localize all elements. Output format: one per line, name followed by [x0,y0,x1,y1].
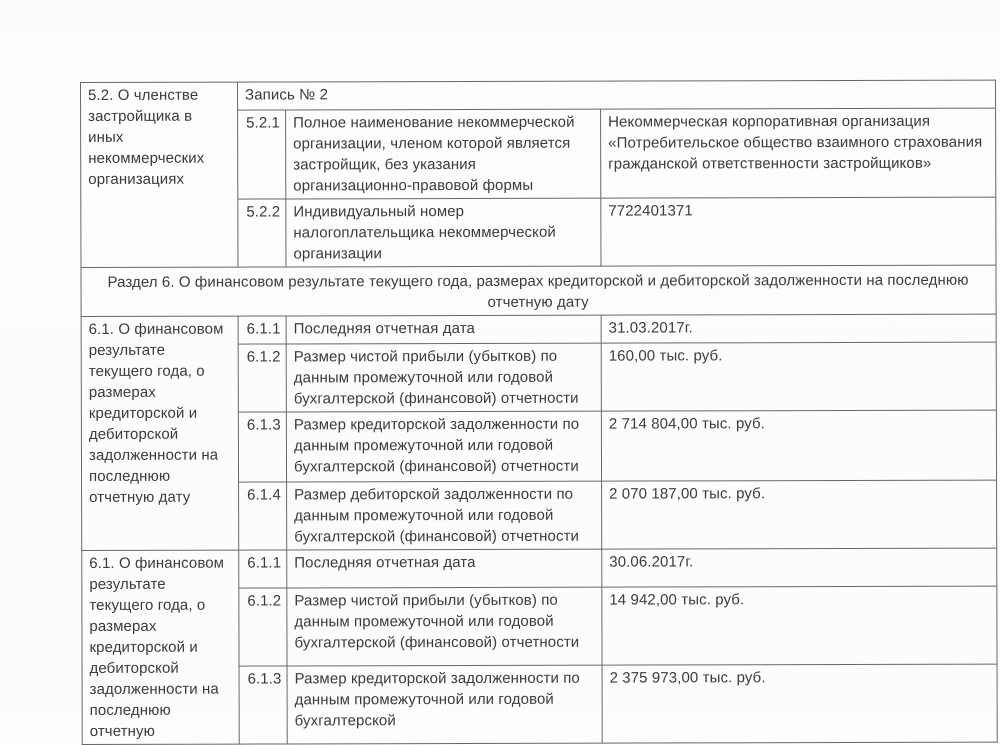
row-number: 6.1.2 [239,588,287,666]
row-value: Некоммерческая корпоративная организация «Потребительское общество взаимного страхования гражданской ответственности застройщиков» [601,108,996,198]
record-header: Запись № 2 [238,80,996,110]
row-value: 31.03.2017г. [601,314,996,343]
row-number: 6.1.3 [239,666,287,744]
row-value: 30.06.2017г. [602,548,997,587]
row-value: 2 714 804,00 тыс. руб. [601,410,996,481]
table-row [81,80,996,110]
row-value: 2 070 187,00 тыс. руб. [602,480,997,549]
table-row [81,314,996,344]
row-number: 6.1.2 [238,344,286,412]
table-row [81,265,996,316]
row-label: Размер кредиторской задолженности по данным промежуточной или годовой бухгалтерской (финансовой) отчетности [286,411,601,482]
row-value: 14 942,00 тыс. руб. [602,586,997,665]
row-label: Последняя отчетная дата [287,549,602,588]
row-label: Размер чистой прибыли (убытков) по данным промежуточной или годовой бухгалтерской (финансовой) отчетности [286,343,601,412]
row-value: 7722401371 [601,197,996,266]
row-number: 5.2.1 [238,110,286,199]
row-number: 6.1.1 [238,316,286,344]
section-5-2-label: 5.2. О членстве застройщика в иных некоммерческих организациях [81,82,238,267]
row-value: 160,00 тыс. руб. [601,342,996,411]
row-number: 5.2.2 [238,199,286,267]
section-6-1-first-label: 6.1. О финансовом результате текущего года, о размерах кредиторской и дебиторской задолженности на последнюю отчетную дату [81,316,239,550]
row-number: 6.1.1 [239,550,287,588]
row-number: 6.1.4 [239,482,287,550]
row-label: Размер чистой прибыли (убытков) по данным промежуточной или годовой бухгалтерской (финансовой) отчетности [287,587,602,666]
row-label: Полное наименование некоммерческой организации, членом которой является застройщик, без указания организационно-правовой формы [286,109,601,199]
table-row [82,548,997,588]
row-value: 2 375 973,00 тыс. руб. [602,664,997,743]
row-label: Индивидуальный номер налогоплательщика некоммерческой организации [286,198,601,267]
section-6-1-second-label: 6.1. О финансовом результате текущего года, о размерах кредиторской и дебиторской задолженности на последнюю отчетную [82,550,240,744]
row-label: Размер дебиторской задолженности по данным промежуточной или годовой бухгалтерской (финансовой) отчетности [287,481,602,550]
row-label: Размер кредиторской задолженности по данным промежуточной или годовой бухгалтерской [287,665,602,744]
developer-disclosure-table [80,80,998,745]
row-number: 6.1.3 [238,412,286,482]
section-6-header: Раздел 6. О финансовом результате текущего года, размерах кредиторской и дебиторской задолженности на последнюю отчетную дату [81,265,996,316]
row-label: Последняя отчетная дата [286,315,601,344]
